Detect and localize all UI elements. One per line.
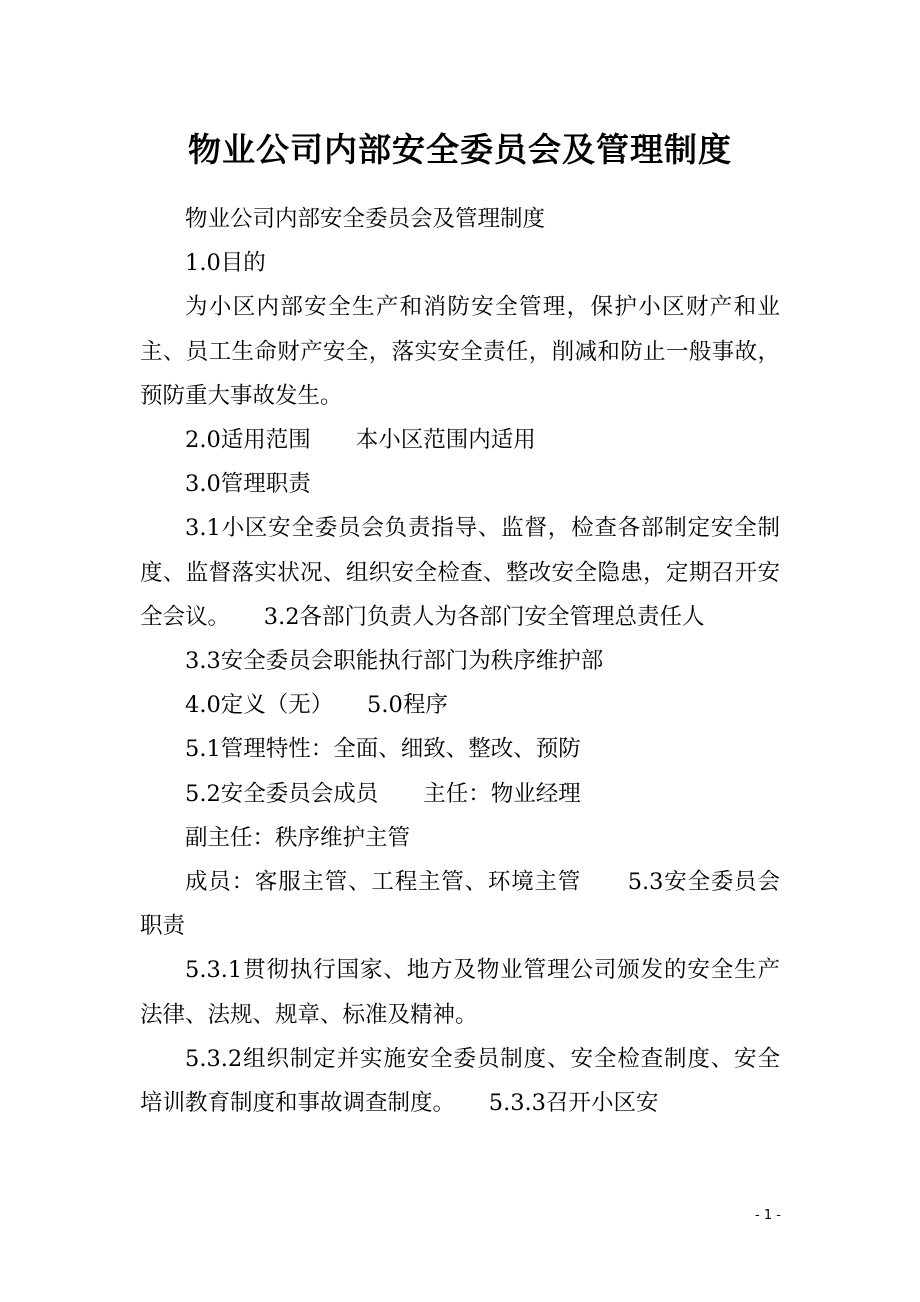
paragraph: 1.0目的 [185,250,266,277]
paragraph: 物业公司内部安全委员会及管理制度 [185,206,546,232]
paragraph: 5.1管理特性：全面、细致、整改、预防 [185,736,581,763]
paragraph: 副主任：秩序维护主管 [185,824,411,851]
paragraph: 3.0管理职责 [185,471,311,498]
paragraph: 5.3.1贯彻执行国家、地方及物业管理公司颁发的安全生产法律、法规、规章、标准及精神。 [140,957,780,1028]
paragraph: 5.2安全委员会成员 主任：物业经理 [185,780,581,807]
paragraph: 5.3.2组织制定并实施安全委员制度、安全检查制度、安全培训教育制度和事故调查制度。 5.3.3召开小区安 [140,1045,780,1117]
document-title: 物业公司内部安全委员会及管理制度 [188,130,732,169]
paragraph: 3.3安全委员会职能执行部门为秩序维护部 [185,648,604,675]
page-number: - 1 - [755,1208,781,1223]
paragraph: 为小区内部安全生产和消防安全管理，保护小区财产和业主、员工生命财产安全，落实安全责任，削减和防止一般事故，预防重大事故发生。 [140,294,780,409]
paragraph: 3.1小区安全委员会负责指导、监督，检查各部制定安全制度、监督落实状况、组织安全检查、整改安全隐患，定期召开安全会议。 3.2各部门负责人为各部门安全管理总责任人 [140,515,780,630]
paragraph: 4.0定义（无） 5.0程序 [185,692,448,719]
document-body [140,197,780,1125]
paragraph: 成员：客服主管、工程主管、环境主管 5.3安全委员会职责 [140,869,780,940]
paragraph: 2.0适用范围 本小区范围内适用 [185,427,536,454]
